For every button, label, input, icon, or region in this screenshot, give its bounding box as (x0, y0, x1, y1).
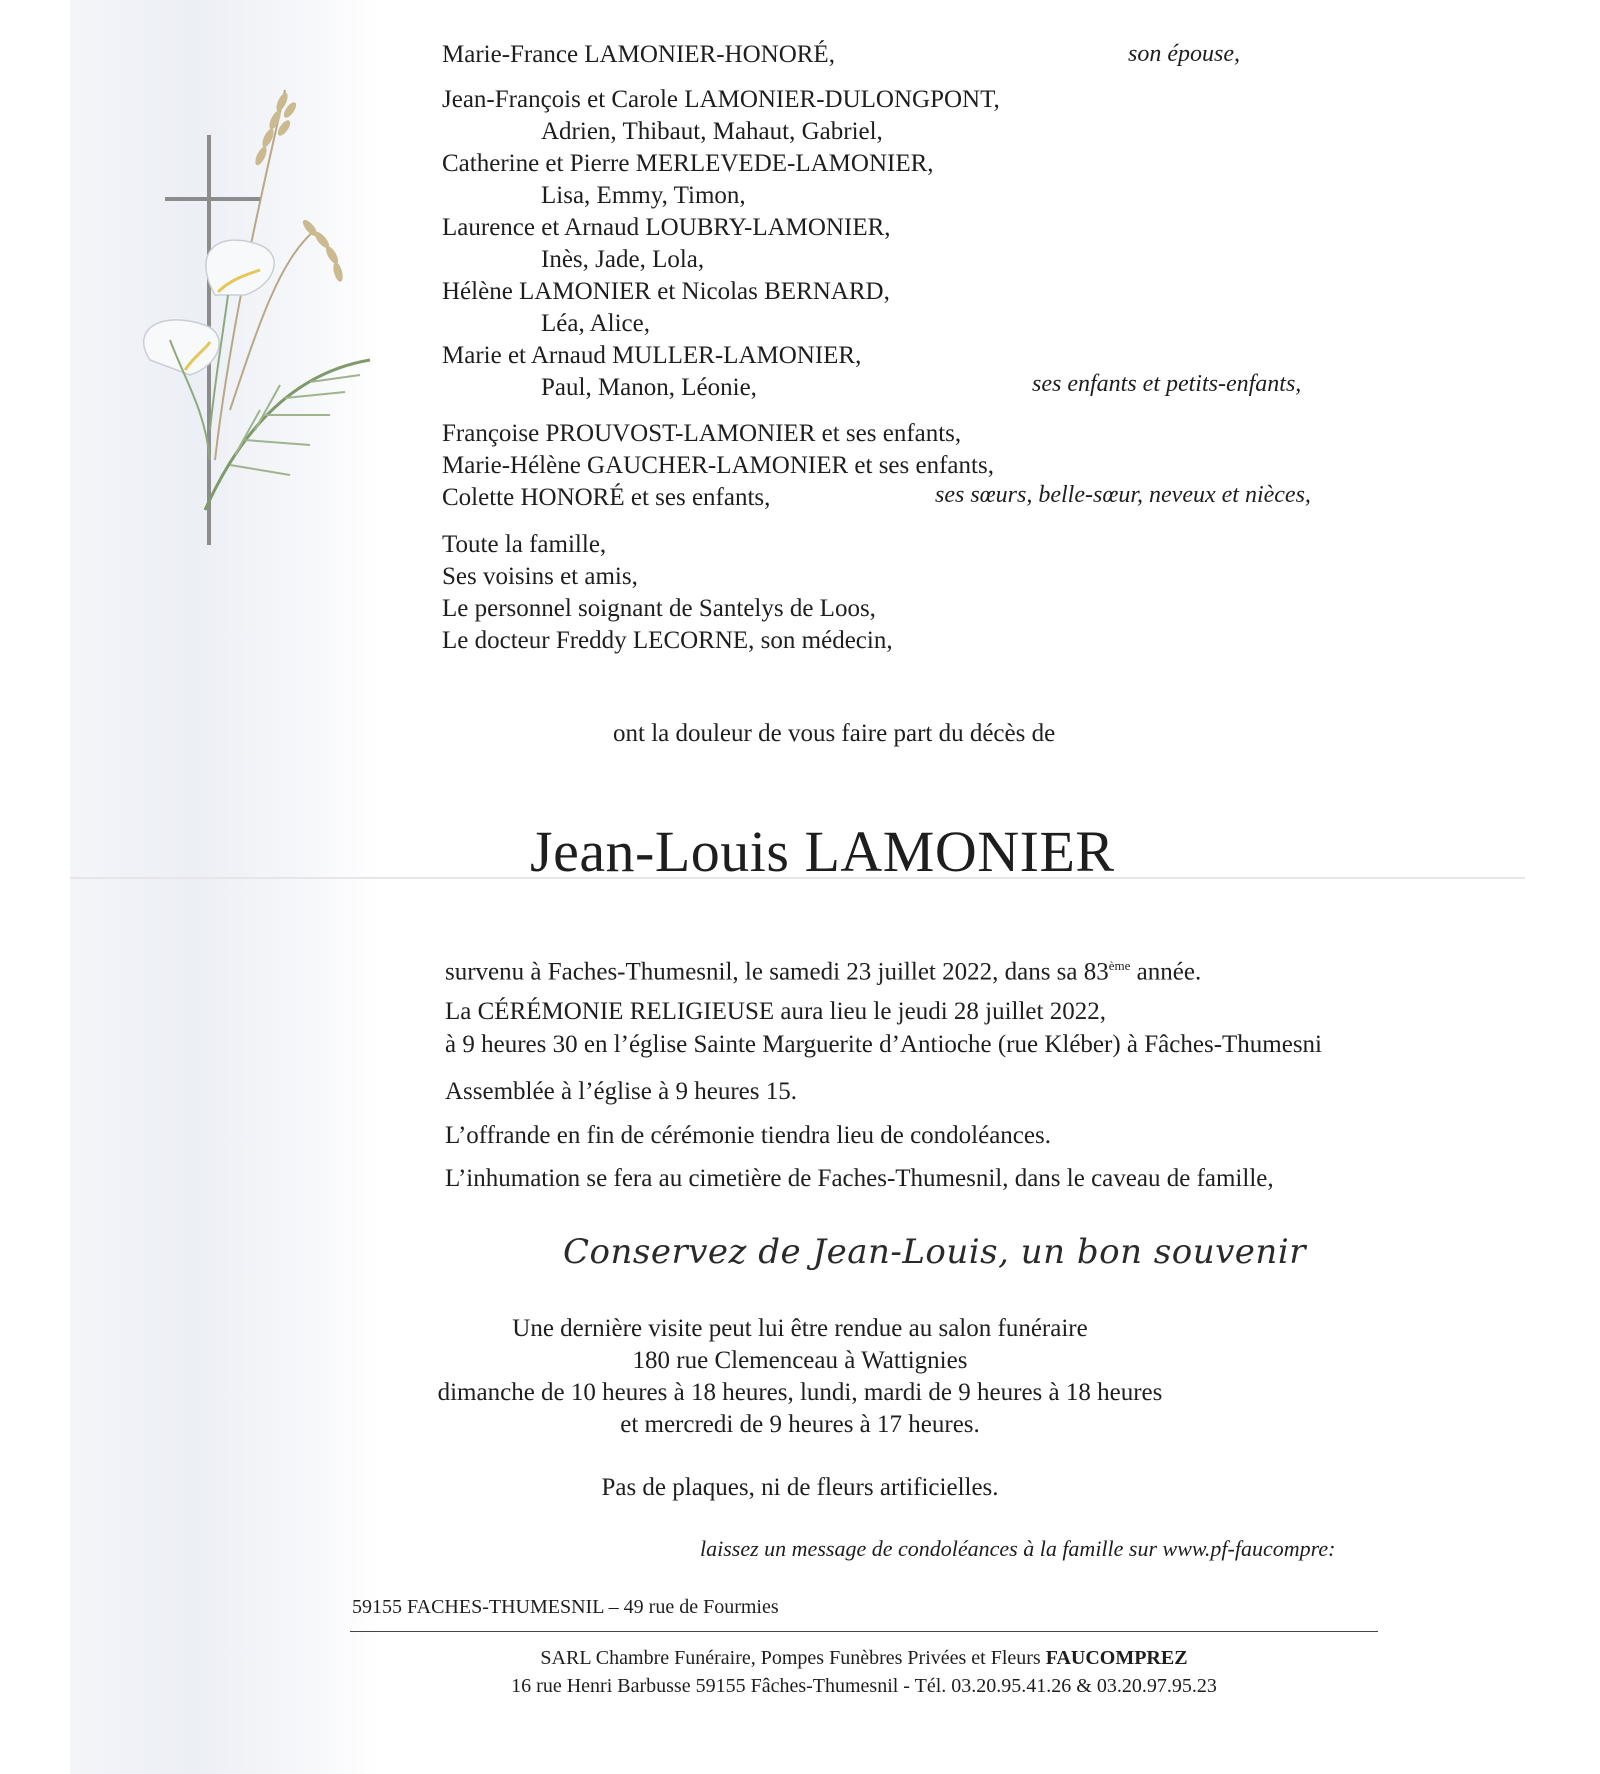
family-line: Adrien, Thibaut, Mahaut, Gabriel, (541, 118, 883, 145)
family-line: Léa, Alice, (541, 310, 650, 337)
no-plaques-note: Pas de plaques, ni de fleurs artificielles. (601, 1474, 999, 1501)
family-line: Paul, Manon, Léonie, (541, 374, 757, 401)
family-line: Colette HONORÉ et ses enfants, (442, 484, 771, 511)
ordinal-suffix: ème (1108, 958, 1131, 973)
company-contact: 16 rue Henri Barbusse 59155 Fâches-Thumesnil - Tél. 03.20.95.41.26 & 03.20.97.95.23 (511, 1675, 1217, 1697)
family-line: Hélène LAMONIER et Nicolas BERNARD, (442, 278, 890, 305)
role-spouse: son épouse, (1128, 41, 1240, 67)
ceremony-line: à 9 heures 30 en l’église Sainte Marguerite d’Antioche (rue Kléber) à Fâches-Thumesni (445, 1031, 1323, 1058)
company-line (350, 1647, 1378, 1670)
address-line: 59155 FACHES-THUMESNIL – 49 rue de Fourmies (352, 1596, 779, 1618)
family-line: Laurence et Arnaud LOUBRY-LAMONIER, (442, 214, 891, 241)
burial-line: L’inhumation se fera au cimetière de Faches-Thumesnil, dans le caveau de famille, (445, 1165, 1274, 1192)
family-line: Marie et Arnaud MULLER-LAMONIER, (442, 342, 862, 369)
death-notice (445, 951, 1201, 987)
family-line: Marie-Hélène GAUCHER-LAMONIER et ses enfants, (442, 452, 994, 479)
cross-lily-decoration (110, 80, 390, 600)
company-prefix: SARL Chambre Funéraire, Pompes Funèbres Privées et Fleurs (540, 1647, 1046, 1669)
script-remembrance: Conservez de Jean-Louis, un bon souvenir (563, 1232, 1306, 1272)
family-line: Catherine et Pierre MERLEVEDE-LAMONIER, (442, 150, 934, 177)
assembly-line: Assemblée à l’église à 9 heures 15. (445, 1078, 797, 1105)
visit-line: 180 rue Clemenceau à Wattignies (632, 1347, 968, 1374)
family-line: Le docteur Freddy LECORNE, son médecin, (442, 627, 893, 654)
role-siblings: ses sœurs, belle-sœur, neveux et nièces, (935, 482, 1311, 508)
visit-line: dimanche de 10 heures à 18 heures, lundi, mardi de 9 heures à 18 heures (437, 1379, 1163, 1406)
death-text-end: année. (1130, 958, 1202, 986)
announcement: ont la douleur de vous faire part du décès de (613, 720, 1056, 747)
condolence-web-message: laissez un message de condoléances à la famille sur www.pf-faucompre: (700, 1536, 1336, 1561)
death-text: survenu à Faches-Thumesnil, le samedi 23 juillet 2022, dans sa 83 (445, 958, 1109, 986)
role-children: ses enfants et petits-enfants, (1032, 371, 1302, 397)
family-line: Marie-France LAMONIER-HONORÉ, (442, 41, 835, 68)
family-line: Le personnel soignant de Santelys de Loos, (442, 595, 876, 622)
company-name: FAUCOMPREZ (1045, 1647, 1188, 1669)
visit-line: Une dernière visite peut lui être rendue au salon funéraire (512, 1315, 1088, 1342)
footer-rule (350, 1631, 1378, 1632)
palm-icon (205, 360, 370, 510)
offering-line: L’offrande en fin de cérémonie tiendra lieu de condoléances. (445, 1122, 1051, 1149)
family-line: Jean-François et Carole LAMONIER-DULONGPONT, (442, 86, 1000, 113)
ceremony-line: La CÉRÉMONIE RELIGIEUSE aura lieu le jeudi 28 juillet 2022, (445, 998, 1106, 1025)
family-line: Lisa, Emmy, Timon, (541, 182, 746, 209)
family-line: Françoise PROUVOST-LAMONIER et ses enfants, (442, 420, 962, 447)
family-line: Inès, Jade, Lola, (541, 246, 705, 273)
family-line: Ses voisins et amis, (442, 563, 638, 590)
family-line: Toute la famille, (442, 531, 607, 558)
visit-line: et mercredi de 9 heures à 17 heures. (620, 1411, 980, 1438)
deceased-name: Jean-Louis LAMONIER (530, 819, 1115, 884)
